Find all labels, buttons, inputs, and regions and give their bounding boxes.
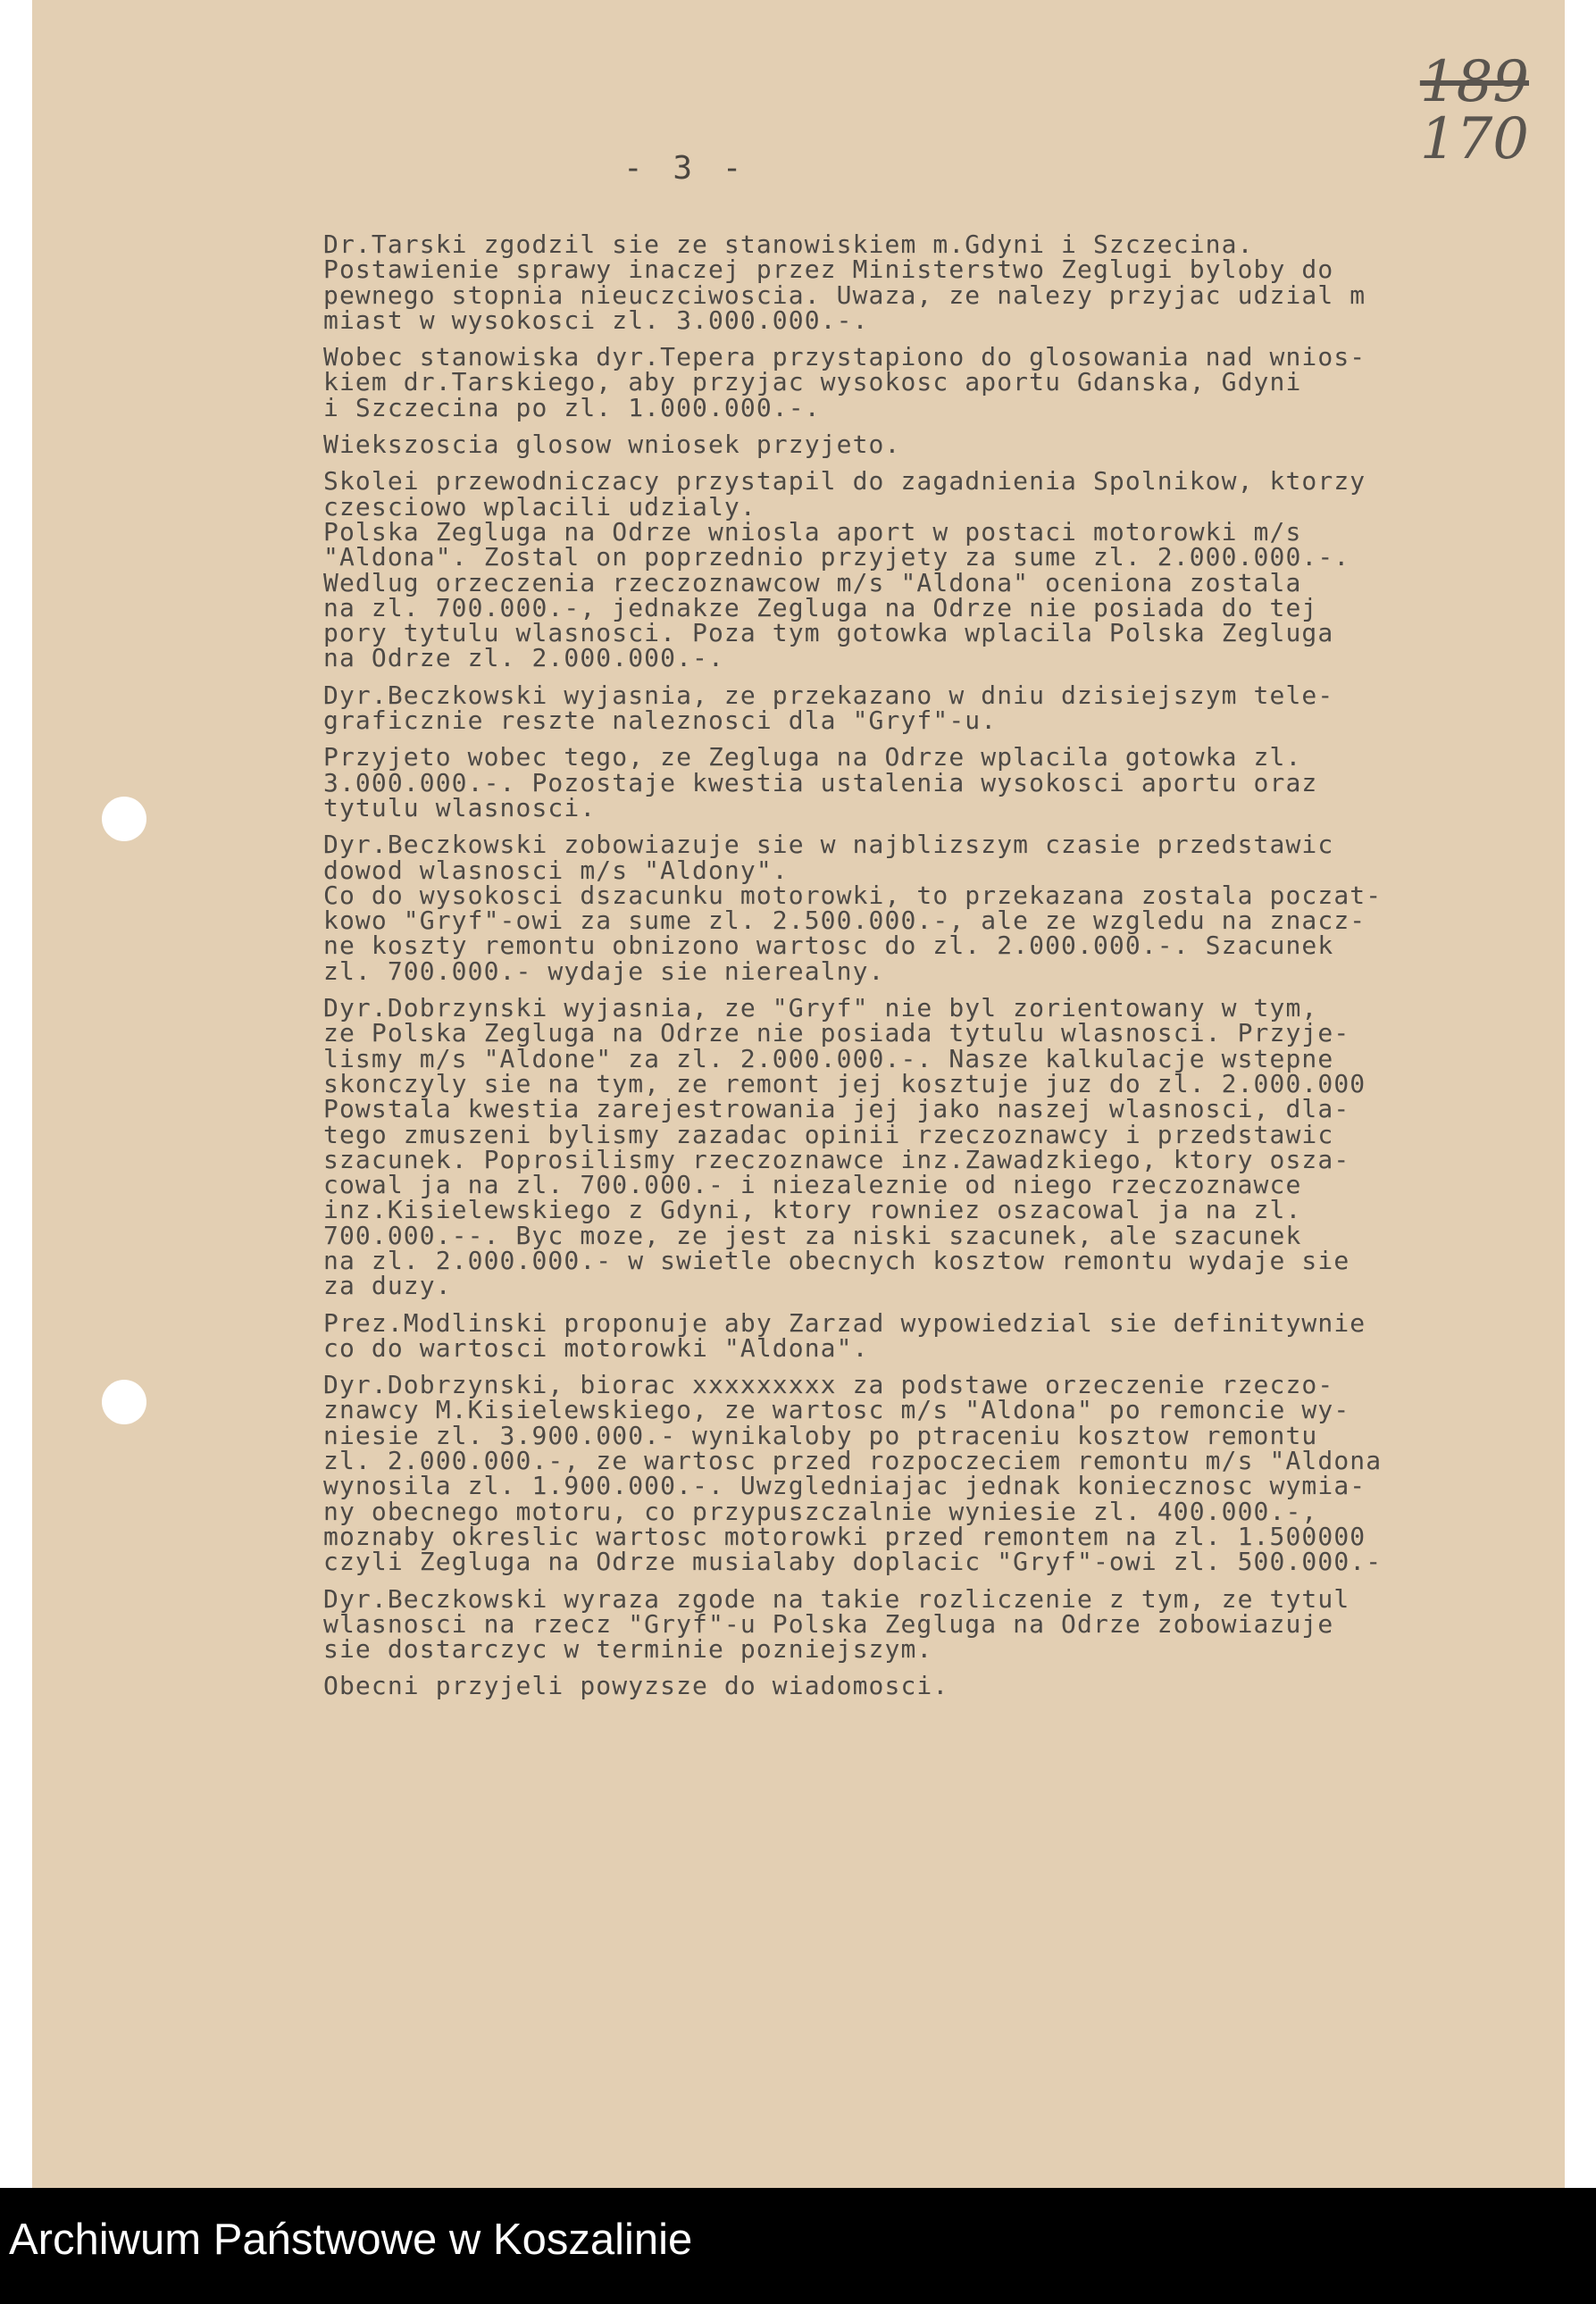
page-number: - 3 - [623, 150, 748, 187]
paragraph: Przyjeto wobec tego, ze Zegluga na Odrze wplacila gotowka zl. 3.000.000.-. Pozostaje kwestia ustalenia wysokosci aportu oraz tytulu wlasnosci. [323, 742, 1318, 822]
paragraph: Skolei przewodniczacy przystapil do zagadnienia Spolnikow, ktorzy czesciowo wplacili udzialy. Polska Zegluga na Odrze wniosla aport w postaci motorowki m/s "Aldona". Zostal on poprzednio przyjety za sume zl. 2.000.000.-. Wedlug orzeczenia rzeczoznawcow m/s "Aldona" oceniona zostala na zl. 700.000.-, jednakze Zegluga na Odrze nie posiada do tej pory tytulu wlasnosci. Poza tym gotowka wplacila Polska Zegluga na Odrze zl. 2.000.000.-. [323, 466, 1366, 673]
paragraph: Dyr.Beczkowski wyjasnia, ze przekazano w dniu dzisiejszym tele- graficznie reszte naleznosci dla "Gryf"-u. [323, 680, 1334, 736]
paragraph: Obecni przyjeli powyzsze do wiadomosci. [323, 1671, 949, 1701]
punch-hole-upper [102, 797, 146, 841]
paragraph: Dyr.Dobrzynski wyjasnia, ze "Gryf" nie byl zorientowany w tym, ze Polska Zegluga na Odrze nie posiada tytulu wlasnosci. Przyje- lismy m/s "Aldone" za zl. 2.000.000.-. Nasze kalkulacje wstepne skonczyly sie na tym, ze remont jej kosztuje juz do zl. 2.000.000 Powstala kwestia zarejestrowania jej jako naszej wlasnosci, dla- tego zmuszeni bylismy zazadac opinii rzeczoznawcy i przedstawic szacunek. Poprosilismy rzeczoznawce inz.Zawadzkiego, ktory osza- cowal ja na zl. 700.000.- i niezaleznie od niego rzeczoznawce inz.Kisielewskiego z Gdyni, ktory rowniez oszacowal ja na zl. 700.000.--. Byc moze, ze jest za niski szacunek, ale szacunek na zl. 2.000.000.- w swietle obecnych kosztow remontu wydaje sie za duzy. [323, 993, 1366, 1301]
typed-body-text [323, 232, 1565, 1711]
paragraph: Prez.Modlinski proponuje aby Zarzad wypowiedzial sie definitywnie co do wartosci motorowki "Aldona". [323, 1307, 1366, 1363]
archive-name: Archiwum Państwowe w Koszalinie [9, 2216, 693, 2264]
paragraph: Dr.Tarski zgodzil sie ze stanowiskiem m.Gdyni i Szczecina. Postawienie sprawy inaczej przez Ministerstwo Zeglugi byloby do pewnego stopnia nieuczciwoscia. Uwaza, ze nalezy przyjac udzial m miast w wysokosci zl. 3.000.000.-. [323, 230, 1366, 335]
paragraph: Dyr.Beczkowski zobowiazuje sie w najblizszym czasie przedstawic dowod wlasnosci m/s "Aldony". Co do wysokosci dszacunku motorowki, to przekazana zostala poczat- kowo "Gryf"-owi za sume zl. 2.500.000.-, ale ze wzgledu na znacz- ne koszty remontu obnizono wartosc do zl. 2.000.000.-. Szacunek zl. 700.000.- wydaje sie nierealny. [323, 830, 1383, 986]
paragraph: Wiekszoscia glosow wniosek przyjeto. [323, 430, 901, 460]
folio-current: 170 [1419, 106, 1529, 172]
scanned-page [32, 0, 1565, 2188]
folio-number [1419, 49, 1529, 172]
paragraph: Dyr.Dobrzynski, biorac xxxxxxxxx za podstawe orzeczenie rzeczo- znawcy M.Kisielewskiego, ze wartosc m/s "Aldona" po remoncie wy- niesie zl. 3.900.000.- wynikaloby po ptraceniu kosztow remontu zl. 2.000.000.-, ze wartosc przed rozpoczeciem remontu m/s "Aldona wynosila zl. 1.900.000.-. Uwzgledniajac jednak koniecznosc wymia- ny obecnego motoru, co przypuszczalnie wyniesie zl. 400.000.-, moznaby okreslic wartosc motorowki przed remontem na zl. 1.500000 czyli Zegluga na Odrze musialaby doplacic "Gryf"-owi zl. 500.000.- [323, 1370, 1383, 1577]
paragraph: Wobec stanowiska dyr.Tepera przystapiono do glosowania nad wnios- kiem dr.Tarskiego, aby przyjac wysokosc aportu Gdanska, Gdyni i Szczecina po zl. 1.000.000.-. [323, 342, 1366, 422]
paragraph: Dyr.Beczkowski wyraza zgode na takie rozliczenie z tym, ze tytul wlasnosci na rzecz "Gryf"-u Polska Zegluga na Odrze zobowiazuje sie dostarczyc w terminie pozniejszym. [323, 1583, 1350, 1665]
folio-struck: 189 [1419, 49, 1529, 115]
punch-hole-lower [102, 1380, 146, 1424]
archive-footer [0, 2188, 1596, 2304]
